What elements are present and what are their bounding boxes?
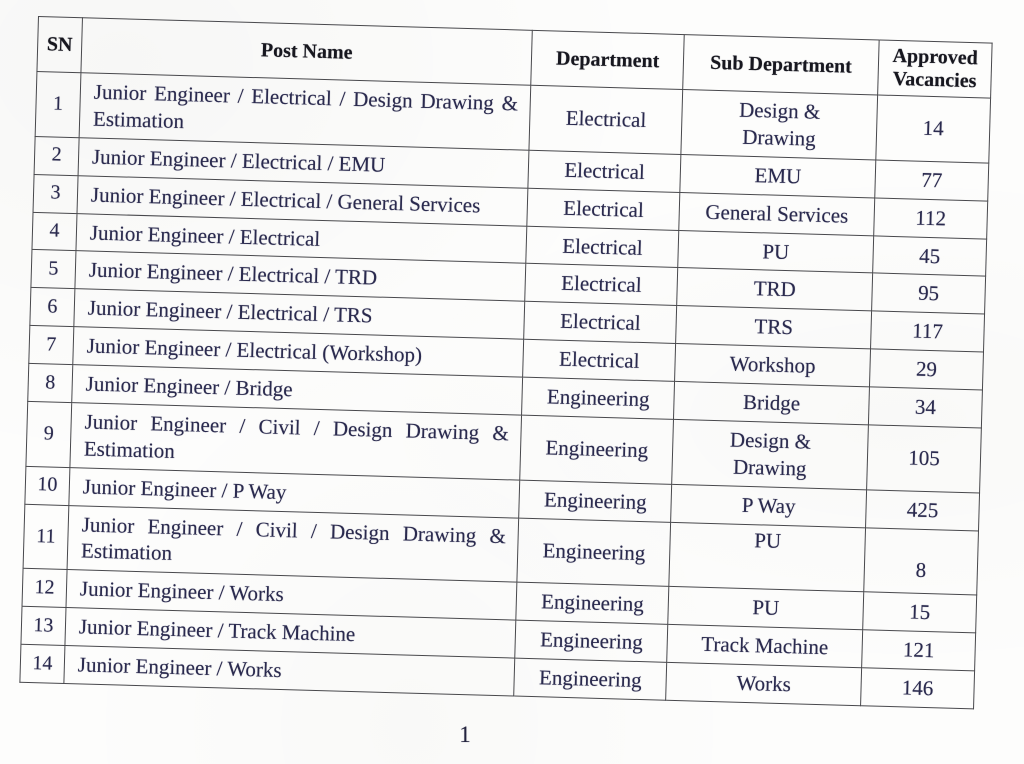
row-post-name: Junior Engineer / Works (64, 645, 515, 695)
row-vacancies: 45 (873, 235, 987, 276)
row-sub-department: Workshop (675, 344, 871, 387)
row-vacancies: 29 (870, 349, 984, 390)
row-sn: 11 (23, 504, 69, 570)
column-header-approved-vacancies: Approved Vacancies (878, 40, 992, 98)
row-sn: 14 (20, 644, 65, 683)
row-department: Engineering (516, 582, 669, 624)
row-vacancies: 146 (861, 668, 975, 709)
row-sn: 8 (28, 363, 73, 402)
row-vacancies: 121 (862, 630, 976, 671)
row-vacancies: 112 (874, 198, 988, 239)
row-department: Engineering (522, 377, 675, 419)
row-department: Electrical (527, 188, 680, 230)
row-sub-department: PU (669, 522, 866, 592)
row-vacancies: 425 (866, 489, 980, 530)
row-post-name: Junior Engineer / Civil / Design Drawing & Estimation (70, 402, 522, 479)
row-department: Engineering (517, 518, 671, 587)
row-vacancies: 117 (871, 311, 985, 352)
row-sub-department: General Services (679, 192, 875, 235)
row-post-name: Junior Engineer / Bridge (72, 365, 523, 415)
row-vacancies: 8 (864, 527, 979, 595)
row-post-name: Junior Engineer / Electrical (Workshop) (73, 327, 524, 377)
row-sn: 13 (21, 606, 66, 645)
row-vacancies: 77 (875, 160, 989, 201)
row-post-name: Junior Engineer / P Way (69, 467, 520, 517)
row-sub-department: P Way (671, 484, 867, 527)
row-sn: 10 (25, 466, 70, 505)
row-post-name: Junior Engineer / Electrical (76, 213, 527, 263)
row-sn: 2 (34, 136, 79, 175)
row-sub-department: Design & Drawing (672, 419, 869, 489)
row-department: Electrical (523, 339, 676, 381)
row-sub-department: PU (678, 230, 874, 273)
row-department: Electrical (526, 226, 679, 268)
vacancy-table (19, 16, 992, 709)
row-sn: 7 (29, 326, 74, 365)
row-sn: 1 (35, 71, 81, 137)
row-sub-department: Track Machine (667, 624, 863, 667)
row-post-name: Junior Engineer / Electrical / General Services (77, 175, 528, 225)
row-department: Electrical (524, 301, 677, 343)
column-header-post-name: Post Name (81, 18, 533, 86)
row-department: Engineering (515, 620, 668, 662)
row-sn: 6 (30, 288, 75, 327)
row-sub-department: EMU (680, 154, 876, 197)
table-body (20, 71, 991, 708)
row-sub-department: TRS (676, 306, 872, 349)
row-sn: 9 (26, 401, 72, 467)
row-sn: 12 (22, 569, 67, 608)
row-post-name: Junior Engineer / Works (66, 570, 517, 620)
column-header-department: Department (531, 30, 684, 89)
row-department: Engineering (514, 658, 667, 700)
row-sub-department: Works (666, 662, 862, 705)
row-sub-department: PU (668, 587, 864, 630)
row-sn: 5 (31, 250, 76, 289)
row-sub-department: Bridge (674, 381, 870, 424)
row-department: Electrical (525, 264, 678, 306)
row-department: Engineering (519, 480, 672, 522)
row-post-name: Junior Engineer / Electrical / EMU (78, 137, 529, 187)
row-post-name: Junior Engineer / Electrical / TRD (75, 251, 526, 301)
row-vacancies: 105 (867, 425, 982, 493)
row-post-name: Junior Engineer / Electrical / TRS (74, 289, 525, 339)
row-post-name: Junior Engineer / Civil / Design Drawing & Estimation (67, 505, 519, 582)
row-post-name: Junior Engineer / Track Machine (65, 608, 516, 658)
row-sn: 4 (32, 212, 77, 251)
row-department: Electrical (528, 150, 681, 192)
row-vacancies: 15 (863, 592, 977, 633)
row-department: Electrical (529, 85, 683, 154)
column-header-sub-department: Sub Department (683, 35, 879, 95)
vacancy-table-container (19, 16, 992, 709)
row-department: Engineering (520, 415, 674, 484)
row-sn: 3 (33, 174, 78, 213)
page-number: 1 (459, 722, 471, 747)
row-sub-department: Design & Drawing (681, 90, 878, 160)
row-vacancies: 95 (872, 273, 986, 314)
row-vacancies: 34 (868, 387, 982, 428)
row-post-name: Junior Engineer / Electrical / Design Drawing & Estimation (79, 73, 531, 150)
column-header-sn: SN (37, 17, 82, 73)
row-sub-department: TRD (677, 268, 873, 311)
row-vacancies: 14 (876, 95, 991, 163)
